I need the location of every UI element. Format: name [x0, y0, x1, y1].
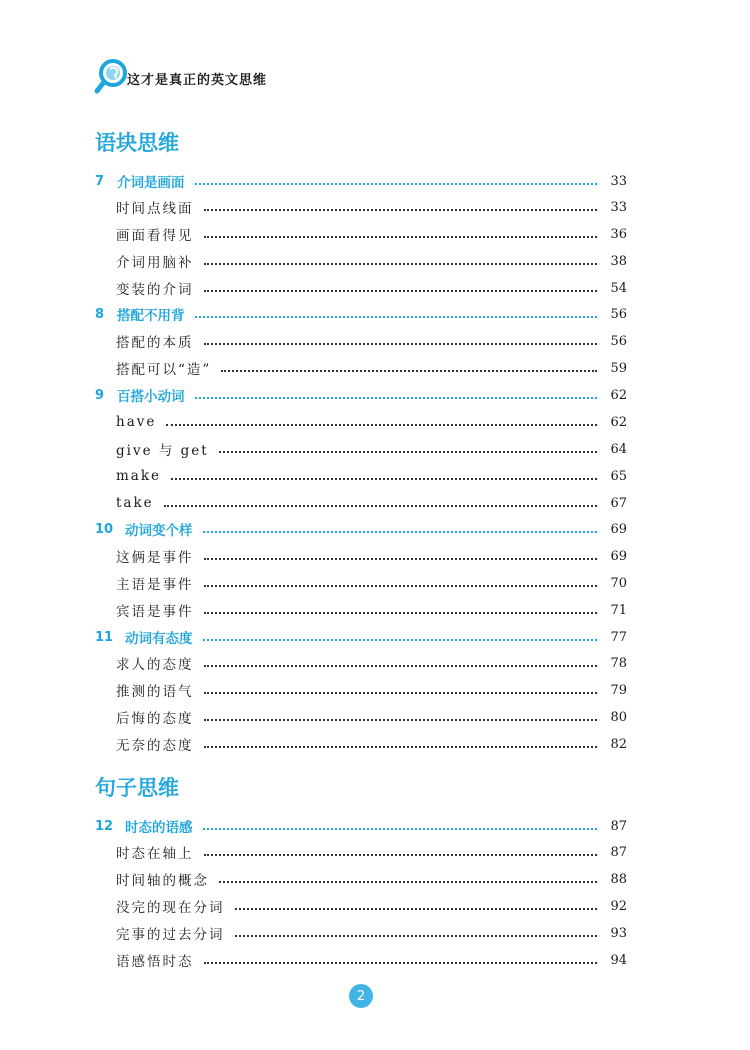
- item-title: 无奈的态度: [116, 738, 194, 754]
- page-ref: 78: [610, 655, 627, 671]
- chapter-title: 动词变个样: [125, 523, 193, 539]
- leader-dots: [204, 585, 598, 587]
- chapter-title: 介词是画面: [117, 175, 185, 191]
- toc-item[interactable]: [95, 652, 627, 674]
- chapter-number: 8: [95, 306, 105, 322]
- toc-item[interactable]: [95, 465, 627, 487]
- page-ref: 65: [610, 468, 627, 484]
- item-title: make: [116, 468, 162, 484]
- leader-dots: [219, 451, 597, 453]
- page-header: [94, 58, 394, 98]
- toc-item[interactable]: [95, 706, 627, 728]
- leader-dots: [204, 290, 598, 292]
- item-title: 宾语是事件: [116, 604, 194, 620]
- leader-dots: [204, 719, 598, 721]
- page-ref: 54: [610, 280, 627, 296]
- leader-dots: [204, 236, 598, 238]
- chapter-title: 动词有态度: [125, 631, 193, 647]
- item-title: give 与 get: [116, 443, 209, 459]
- toc-item[interactable]: [95, 733, 627, 755]
- section-title: 语块思维: [95, 130, 179, 155]
- item-title: 搭配可以“造”: [116, 362, 212, 378]
- leader-dots: [235, 935, 598, 937]
- toc-chapter[interactable]: [95, 170, 627, 192]
- leader-dots: [204, 558, 598, 560]
- page-ref: 69: [610, 521, 627, 537]
- leader-dots: [164, 505, 597, 507]
- page-ref: 69: [610, 548, 627, 564]
- item-title: 后悔的态度: [116, 711, 194, 727]
- leader-dots: [235, 908, 598, 910]
- toc-chapter[interactable]: [95, 384, 627, 406]
- toc-chapter[interactable]: [95, 626, 627, 648]
- item-title: have: [116, 414, 157, 430]
- chapter-number: 9: [95, 387, 105, 403]
- page-number-badge: 2: [349, 984, 373, 1008]
- item-title: 搭配的本质: [116, 335, 194, 351]
- chapter-number: 7: [95, 173, 105, 189]
- leader-dots: [195, 397, 598, 399]
- toc-chapter[interactable]: [95, 815, 627, 837]
- chapter-number: 11: [95, 629, 114, 645]
- item-title: 完事的过去分词: [116, 927, 225, 943]
- chapter-number: 12: [95, 818, 114, 834]
- page-ref: 93: [610, 925, 627, 941]
- item-title: 时态在轴上: [116, 846, 194, 862]
- leader-dots: [195, 316, 598, 318]
- item-title: 推测的语气: [116, 684, 194, 700]
- toc-item[interactable]: [95, 841, 627, 863]
- leader-dots: [204, 746, 598, 748]
- leader-dots: [219, 881, 597, 883]
- page-ref: 77: [610, 629, 627, 645]
- page-ref: 38: [610, 253, 627, 269]
- leader-dots: [204, 854, 598, 856]
- toc-item[interactable]: [95, 357, 627, 379]
- toc-item[interactable]: [95, 895, 627, 917]
- item-title: 语感悟时态: [116, 954, 194, 970]
- page-ref: 79: [610, 682, 627, 698]
- page-ref: 64: [610, 441, 627, 457]
- leader-dots: [204, 692, 598, 694]
- page-ref: 59: [610, 360, 627, 376]
- leader-dots: [195, 183, 598, 185]
- toc-item[interactable]: [95, 250, 627, 272]
- item-title: 没完的现在分词: [116, 900, 225, 916]
- leader-dots: [203, 639, 598, 641]
- toc-item[interactable]: [95, 196, 627, 218]
- book-title: 这才是真正的英文思维: [127, 73, 268, 88]
- leader-dots: [203, 828, 598, 830]
- leader-dots: [221, 370, 597, 372]
- toc-item[interactable]: [95, 868, 627, 890]
- page-ref: 56: [610, 333, 627, 349]
- toc-item[interactable]: [95, 438, 627, 460]
- leader-dots: [204, 209, 598, 211]
- page-ref: 62: [610, 414, 627, 430]
- toc-item[interactable]: [95, 599, 627, 621]
- toc-item[interactable]: [95, 330, 627, 352]
- leader-dots: [171, 478, 597, 480]
- toc-item[interactable]: [95, 949, 627, 971]
- page-ref: 94: [610, 952, 627, 968]
- item-title: 介词用脑补: [116, 255, 194, 271]
- item-title: 求人的态度: [116, 657, 194, 673]
- page-ref: 82: [610, 736, 627, 752]
- toc-item[interactable]: [95, 277, 627, 299]
- item-title: 画面看得见: [116, 228, 194, 244]
- page-ref: 33: [610, 173, 627, 189]
- page-ref: 56: [610, 306, 627, 322]
- toc-item[interactable]: [95, 679, 627, 701]
- leader-dots: [204, 612, 598, 614]
- leader-dots: [203, 531, 598, 533]
- page-ref: 80: [610, 709, 627, 725]
- page-ref: 70: [610, 575, 627, 591]
- toc-item[interactable]: [95, 922, 627, 944]
- item-title: 主语是事件: [116, 577, 194, 593]
- chapter-number: 10: [95, 521, 114, 537]
- chapter-title: 时态的语感: [125, 820, 193, 836]
- page-ref: 87: [610, 818, 627, 834]
- chapter-title: 百搭小动词: [117, 389, 185, 405]
- chapter-title: 搭配不用背: [117, 308, 185, 324]
- leader-dots: [204, 263, 598, 265]
- page-ref: 33: [610, 199, 627, 215]
- item-title: 这俩是事件: [116, 550, 194, 566]
- toc-item[interactable]: [95, 545, 627, 567]
- page-ref: 92: [610, 898, 627, 914]
- leader-dots: [204, 343, 598, 345]
- leader-dots: [166, 424, 597, 426]
- item-title: 时间点线面: [116, 201, 194, 217]
- page-ref: 67: [610, 495, 627, 511]
- toc-item[interactable]: [95, 223, 627, 245]
- item-title: take: [116, 495, 154, 511]
- toc-chapter[interactable]: [95, 518, 627, 540]
- page-ref: 88: [610, 871, 627, 887]
- toc-item[interactable]: [95, 492, 627, 514]
- page-ref: 71: [610, 602, 627, 618]
- toc-item[interactable]: [95, 411, 627, 433]
- page-ref: 87: [610, 844, 627, 860]
- section-title: 句子思维: [95, 775, 179, 800]
- toc-chapter[interactable]: [95, 303, 627, 325]
- page-ref: 62: [610, 387, 627, 403]
- leader-dots: [204, 962, 598, 964]
- item-title: 变装的介词: [116, 282, 194, 298]
- item-title: 时间轴的概念: [116, 873, 209, 889]
- page-ref: 36: [610, 226, 627, 242]
- leader-dots: [204, 665, 598, 667]
- toc-item[interactable]: [95, 572, 627, 594]
